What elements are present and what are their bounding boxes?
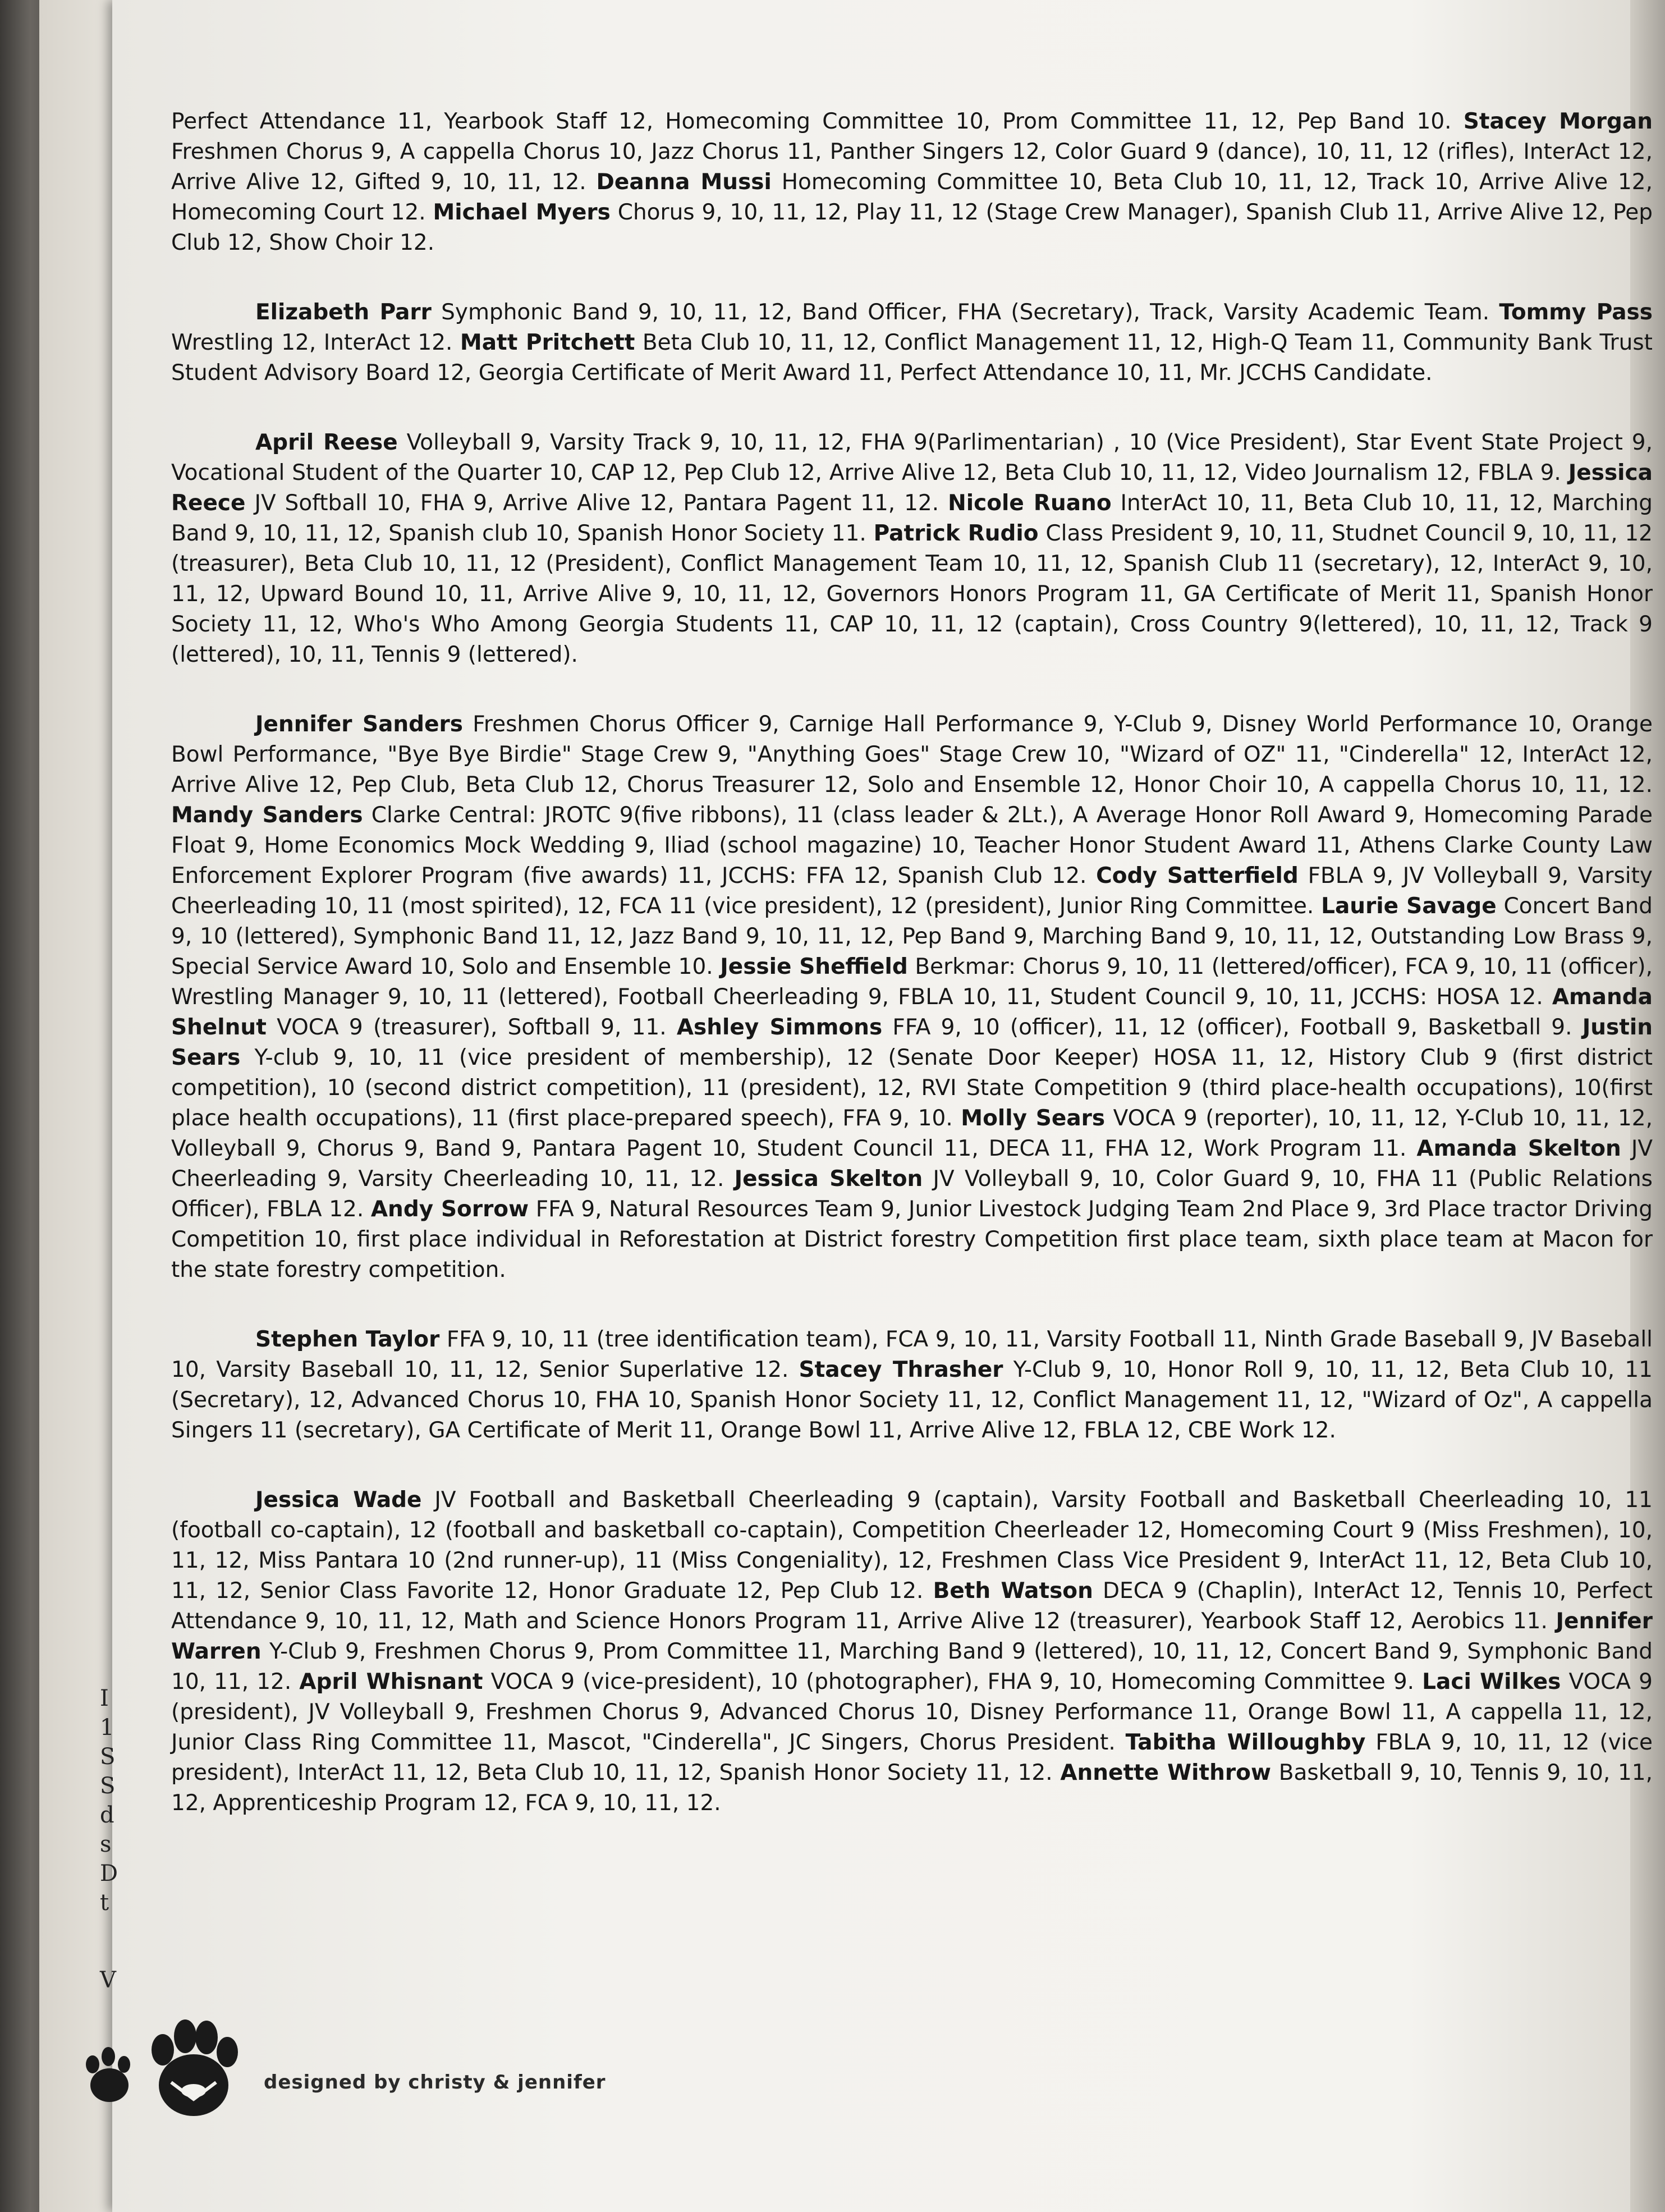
student-name: Tabitha Willoughby (1125, 1730, 1366, 1755)
student-activities: Class President 9, 10, 11, Studnet Council 9, 10, 11, 12 (treasurer), Beta Club 10, 11, 12 (President), Conflict Management Team 10, 11, 12, Spanish Club 11 (secretary), 12, InterAct 9, 10, 11, 12, Upward Bound 10, 11, Arrive Alive 9, 10, 11, 12, Governors Honors Program 11, GA Certificate of Merit 11, Spanish Honor Society 11, 12, Who's Who Among Georgia Students 11, CAP 10, 11, 12 (captain), Cross Country 9(lettered), 10, 11, 12, Track 9 (lettered), 10, 11, Tennis 9 (lettered). (171, 521, 1653, 667)
student-activities: InterAct 10, 11, Beta Club 10, 11, 12, Marching Band 9, 10, 11, 12, Spanish club 10, Spanish Honor Society 11. (171, 491, 1653, 546)
student-name: Jessica Reece (171, 460, 1653, 516)
paw-print-icon (81, 2043, 132, 2105)
student-activities: FFA 9, 10, 11 (tree identification team), FCA 9, 10, 11, Varsity Football 11, Ninth Grade Baseball 9, JV Baseball 10, Varsity Baseball 10, 11, 12, Senior Superlative 12. (171, 1327, 1653, 1382)
student-name: Beth Watson (933, 1578, 1093, 1604)
student-activities: Homecoming Committee 10, Beta Club 10, 11, 12, Track 10, Arrive Alive 12, Homecoming Court 12. (171, 170, 1653, 225)
student-name: Andy Sorrow (370, 1197, 529, 1222)
student-activities: Symphonic Band 9, 10, 11, 12, Band Officer, FHA (Secretary), Track, Varsity Academic Team. (441, 300, 1490, 325)
student-activities: Chorus 9, 10, 11, 12, Play 11, 12 (Stage Crew Manager), Spanish Club 11, Arrive Alive 12, Pep Club 12, Show Choir 12. (171, 200, 1653, 255)
student-activities: DECA 9 (Chaplin), InterAct 12, Tennis 10, Perfect Attendance 9, 10, 11, 12, Math and Science Honors Program 11, Arrive Alive 12 (treasurer), Yearbook Staff 12, Aerobics 11. (171, 1578, 1653, 1634)
edge-letter: V (100, 1967, 116, 1993)
student-activities: Clarke Central: JROTC 9(five ribbons), 11 (class leader & 2Lt.), A Average Honor Roll Award 9, Homecoming Parade Float 9, Home Economics Mock Wedding 9, Iliad (school magazine) 10, Teacher Honor Student Award 11, Athens Clarke County Law Enforcement Explorer Program (five awards) 11, JCCHS: FFA 12, Spanish Club 12. (171, 803, 1653, 889)
activity-paragraph (171, 709, 1653, 1285)
student-name: Annette Withrow (1060, 1760, 1271, 1785)
student-name: Deanna Mussi (596, 170, 772, 195)
student-name: Jennifer Sanders (255, 712, 463, 737)
student-activities: Y-club 9, 10, 11 (vice president of membership), 12 (Senate Door Keeper) HOSA 11, 12, History Club 9 (first district competition), 10 (second district competition), 11 (president), 12, RVI State Competition 9 (third place-health occupations), 10(first place health occupations), 11 (first place-prepared speech), FFA 9, 10. (171, 1045, 1653, 1131)
student-name: Tommy Pass (1499, 300, 1653, 325)
student-name: Molly Sears (961, 1106, 1106, 1131)
student-activities: FFA 9, Natural Resources Team 9, Junior Livestock Judging Team 2nd Place 9, 3rd Place tractor Driving Competition 10, first place individual in Reforestation at District forestry Competition first place team, sixth place team at Macon for the state forestry competition. (171, 1197, 1653, 1283)
student-activities: FBLA 9, JV Volleyball 9, Varsity Cheerleading 10, 11 (most spirited), 12, FCA 11 (vice president), 12 (president), Junior Ring Committee. (171, 863, 1653, 919)
student-name: Cody Satterfield (1096, 863, 1299, 889)
activity-paragraph (171, 297, 1653, 388)
student-activities: JV Volleyball 9, 10, Color Guard 9, 10, FHA 11 (Public Relations Officer), FBLA 12. (171, 1166, 1653, 1222)
edge-letter: 1 (100, 1715, 114, 1741)
student-activities: VOCA 9 (president), JV Volleyball 9, Freshmen Chorus 9, Advanced Chorus 10, Disney Performance 11, Orange Bowl 11, A cappella 11, 12, Junior Class Ring Committee 11, Mascot, "Cinderella", JC Singers, Chorus President. (171, 1669, 1653, 1755)
student-activities: JV Football and Basketball Cheerleading 9 (captain), Varsity Football and Basketball Cheerleading 10, 11 (football co-captain), 12 (football and basketball co-captain), Competition Cheerleader 12, Homecoming Court 9 (Miss Freshmen), 10, 11, 12, Miss Pantara 10 (2nd runner-up), 11 (Miss Congeniality), 12, Freshmen Class Vice President 9, InterAct 11, 12, Beta Club 10, 11, 12, Senior Class Favorite 12, Honor Graduate 12, Pep Club 12. (171, 1487, 1653, 1604)
student-name: Jessica Wade (255, 1487, 422, 1513)
student-activities: Concert Band 9, 10 (lettered), Symphonic Band 11, 12, Jazz Band 9, 10, 11, 12, Pep Band 9, Marching Band 9, 10, 11, 12, Outstanding Low Brass 9, Special Service Award 10, Solo and Ensemble 10. (171, 894, 1653, 979)
student-activities: Freshmen Chorus Officer 9, Carnige Hall Performance 9, Y-Club 9, Disney World Performance 10, Orange Bowl Performance, "Bye Bye Birdie" Stage Crew 9, "Anything Goes" Stage Crew 10, "Wizard of OZ" 11, "Cinderella" 12, InterAct 12, Arrive Alive 12, Pep Club, Beta Club 12, Chorus Treasurer 12, Solo and Ensemble 12, Honor Choir 10, A cappella Chorus 10, 11, 12. (171, 712, 1653, 798)
previous-page-text-fragment (100, 1684, 118, 1995)
student-name: Elizabeth Parr (255, 300, 432, 325)
student-activities: Volleyball 9, Varsity Track 9, 10, 11, 12, FHA 9(Parlimentarian) , 10 (Vice President), Star Event State Project 9, Vocational Student of the Quarter 10, CAP 12, Pep Club 12, Arrive Alive 12, Beta Club 10, 11, 12, Video Journalism 12, FBLA 9. (171, 430, 1653, 486)
student-name: Patrick Rudio (873, 521, 1039, 546)
edge-letter: d (100, 1802, 114, 1828)
student-activities: FBLA 9, 10, 11, 12 (vice president), InterAct 11, 12, Beta Club 10, 11, 12, Spanish Honor Society 11, 12. (171, 1730, 1653, 1785)
student-name: Stacey Thrasher (799, 1357, 1003, 1382)
student-name: Amanda Skelton (1416, 1136, 1621, 1161)
student-name: April Reese (255, 430, 398, 455)
student-name: Justin Sears (171, 1015, 1653, 1070)
student-name: Laci Wilkes (1422, 1669, 1561, 1695)
edge-letter: I (100, 1686, 109, 1711)
student-activities: Wrestling 12, InterAct 12. (171, 330, 453, 355)
student-name: Jessica Skelton (734, 1166, 923, 1192)
student-name: Nicole Ruano (948, 491, 1112, 516)
student-name: Stacey Morgan (1463, 109, 1653, 134)
activity-paragraph (171, 428, 1653, 670)
edge-letter: t (100, 1890, 109, 1916)
student-activities: Berkmar: Chorus 9, 10, 11 (lettered/officer), FCA 9, 10, 11 (officer), Wrestling Manager 9, 10, 11 (lettered), Football Cheerleading 9, FBLA 10, 11, Student Council 9, 10, 11, JCCHS: HOSA 12. (171, 954, 1653, 1010)
edge-letter: S (100, 1744, 116, 1770)
student-activities: VOCA 9 (treasurer), Softball 9, 11. (277, 1015, 667, 1040)
student-activities: Y-Club 9, 10, Honor Roll 9, 10, 11, 12, Beta Club 10, 11 (Secretary), 12, Advanced Chorus 10, FHA 10, Spanish Honor Society 11, 12, Conflict Management 11, 12, "Wizard of Oz", A cappella Singers 11 (secretary), GA Certificate of Merit 11, Orange Bowl 11, Arrive Alive 12, FBLA 12, CBE Work 12. (171, 1357, 1653, 1443)
activity-paragraph (171, 1485, 1653, 1819)
student-name: Ashley Simmons (676, 1015, 883, 1040)
edge-letter: s (100, 1831, 112, 1857)
activity-paragraph (171, 1325, 1653, 1446)
student-activities: Freshmen Chorus 9, A cappella Chorus 10, Jazz Chorus 11, Panther Singers 12, Color Guard 9 (dance), 10, 11, 12 (rifles), InterAct 12, Arrive Alive 12, Gifted 9, 10, 11, 12. (171, 139, 1653, 195)
edge-letter: S (100, 1773, 116, 1799)
activity-paragraph (171, 107, 1653, 258)
student-activities: Y-Club 9, Freshmen Chorus 9, Prom Committee 11, Marching Band 9 (lettered), 10, 11, 12, Concert Band 9, Symphonic Band 10, 11, 12. (171, 1639, 1653, 1695)
student-name: April Whisnant (299, 1669, 483, 1695)
student-activities: VOCA 9 (reporter), 10, 11, 12, Y-Club 10, 11, 12, Volleyball 9, Chorus 9, Band 9, Pantara Pagent 10, Student Council 11, DECA 11, FHA 12, Work Program 11. (171, 1106, 1653, 1161)
student-name: Matt Pritchett (460, 330, 635, 355)
student-activities: Beta Club 10, 11, 12, Conflict Management 11, 12, High-Q Team 11, Community Bank Trust Student Advisory Board 12, Georgia Certificate of Merit Award 11, Perfect Attendance 10, 11, Mr. JCCHS Candidate. (171, 330, 1653, 386)
edge-letter: D (100, 1861, 118, 1886)
student-name: Michael Myers (433, 200, 611, 225)
student-activities: FFA 9, 10 (officer), 11, 12 (officer), Football 9, Basketball 9. (892, 1015, 1572, 1040)
designer-credits: designed by christy & jennifer (264, 2071, 606, 2094)
paw-print-icon (146, 2015, 241, 2122)
student-activities: Basketball 9, 10, Tennis 9, 10, 11, 12, Apprenticeship Program 12, FCA 9, 10, 11, 12. (171, 1760, 1653, 1816)
student-name: Jessie Sheffield (720, 954, 908, 979)
student-activities: Perfect Attendance 11, Yearbook Staff 12, Homecoming Committee 10, Prom Committee 11, 12, Pep Band 10. (171, 109, 1452, 134)
student-activities: JV Softball 10, FHA 9, Arrive Alive 12, Pantara Pagent 11, 12. (254, 491, 939, 516)
student-name: Stephen Taylor (255, 1327, 440, 1352)
student-activities: JV Cheerleading 9, Varsity Cheerleading 10, 11, 12. (171, 1136, 1653, 1192)
student-name: Jennifer Warren (171, 1609, 1653, 1664)
senior-activities-text (171, 107, 1653, 1858)
student-name: Amanda Shelnut (171, 984, 1653, 1040)
student-name: Laurie Savage (1321, 894, 1497, 919)
student-activities: VOCA 9 (vice-president), 10 (photographer), FHA 9, 10, Homecoming Committee 9. (490, 1669, 1415, 1695)
student-name: Mandy Sanders (171, 803, 363, 828)
